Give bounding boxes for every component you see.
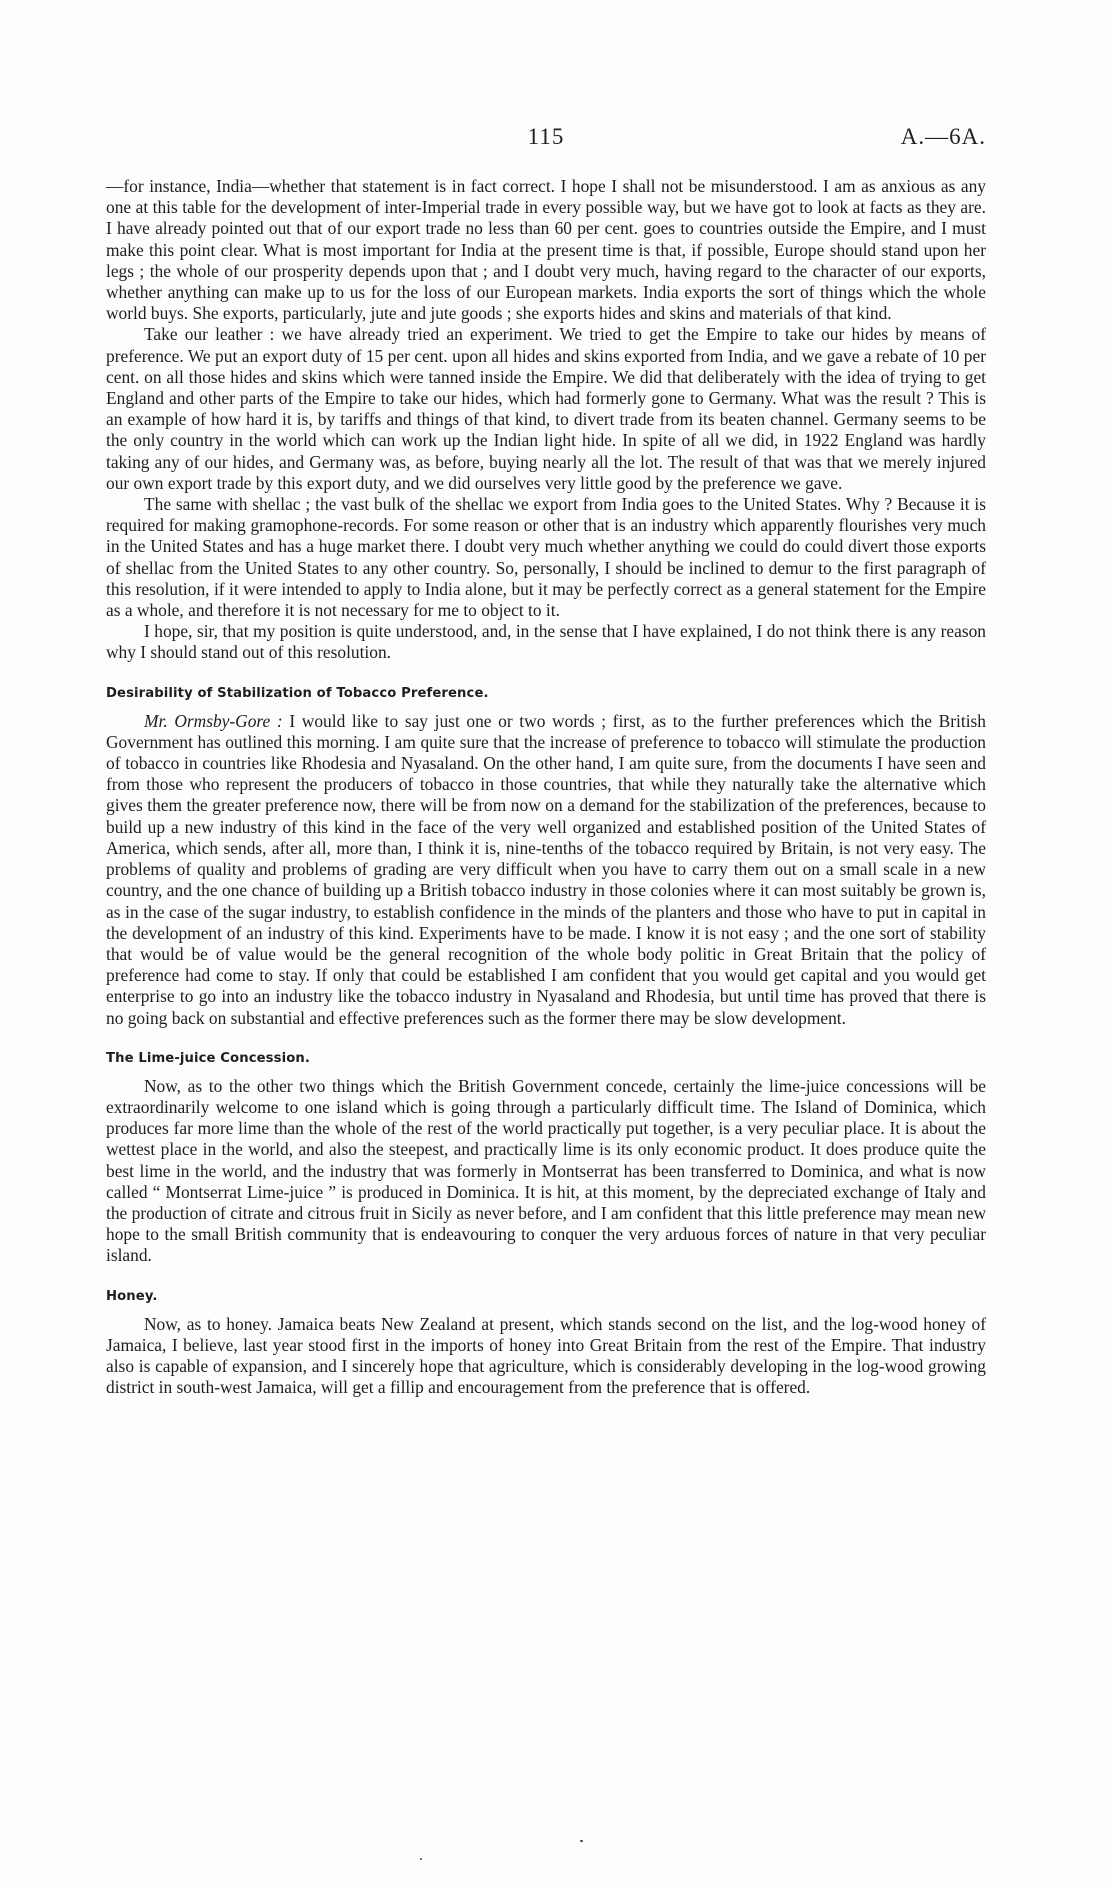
section-heading-lime-juice: The Lime-juice Concession. <box>106 1050 310 1066</box>
paragraph-leather: Take our leather : we have already tried an experiment. We tried to get the Empire to take our hides by means of preference. We put an export duty of 15 per cent. upon all hides and skins exported from India, and we gave a rebate of 10 per cent. on all those hides and skins which were tanned inside the Empire. We did that deliberately with the idea of trying to get England and other parts of the Empire to take our hides, which had formerly gone to Germany. What was the result ? This is an example of how hard it is, by tariffs and things of that kind, to divert trade from its beaten channel. Germany seems to be the only country in the world which can work up the Indian light hide. In spite of all we did, in 1922 England was hardly taking any of our hides, and Germany was, as before, buying nearly all the lot. The result of that was that we merely injured our own export trade by this export duty, and we did ourselves very little good by the preference we gave. <box>106 324 986 493</box>
scan-speck <box>420 1858 422 1860</box>
paragraph-tobacco <box>106 711 986 1029</box>
paragraph-lime-juice: Now, as to the other two things which the British Government concede, certainly the lime-juice concessions will be extraordinarily welcome to one island which is going through a particularly difficult time. The Island of Dominica, which produces far more lime than the whole of the rest of the world practically put together, is a very peculiar place. It is about the wettest place in the world, and also the steepest, and practically lime is its only economic product. It does produce quite the best lime in the world, and the industry that was formerly in Montserrat has been transferred to Dominica, and what is now called “ Montserrat Lime-juice ” is produced in Dominica. It is hit, at this moment, by the depreciated exchange of Italy and the production of citrate and citrous fruit in Sicily as never before, and I am confident that this little preference may mean new hope to the small British community that is endeavouring to conquer the very arduous forces of nature in that very peculiar island. <box>106 1075 986 1266</box>
section-heading-honey: Honey. <box>106 1288 158 1304</box>
paragraph-india-trade: —for instance, India—whether that statement is in fact correct. I hope I shall not be misunderstood. I am as anxious as any one at this table for the development of inter-Imperial trade in every possible way, but we have got to look at facts as they are. I have already pointed out that of our export trade no less than 60 per cent. goes to countries outside the Empire, and I must make this point clear. What is most important for India at the present time is that, if possible, Europe should stand upon her legs ; the whole of our prosperity depends upon that ; and I doubt very much, having regard to the character of our exports, whether anything can make up to us for the loss of our European markets. India exports the sort of things which the whole world buys. She exports, particularly, jute and jute goods ; she exports hides and skins and materials of that kind. <box>106 176 986 324</box>
page-number: 115 <box>527 124 565 149</box>
document-reference: A.—6A. <box>900 124 986 149</box>
paragraph-honey: Now, as to honey. Jamaica beats New Zealand at present, which stands second on the list, and the log-wood honey of Jamaica, I believe, last year stood first in the imports of honey into Great Britain from the rest of the Empire. That industry also is capable of expansion, and I sincerely hope that agriculture, which is considerably developing in the log-wood growing district in south-west Jamaica, will get a fillip and encouragement from the preference that is offered. <box>106 1313 986 1398</box>
speaker-name: Mr. Ormsby-Gore : <box>144 710 283 731</box>
paragraph-position: I hope, sir, that my position is quite understood, and, in the sense that I have explained, I do not think there is any reason why I should stand out of this resolution. <box>106 621 986 663</box>
section-heading-tobacco: Desirability of Stabilization of Tobacco Preference. <box>106 685 489 701</box>
scan-speck <box>580 1840 583 1842</box>
body-text <box>106 176 986 1398</box>
paragraph-shellac: The same with shellac ; the vast bulk of the shellac we export from India goes to the United States. Why ? Because it is required for making gramophone-records. For some reason or other that is an industry which apparently flourishes very much in the United States and has a huge market there. I doubt very much whether anything we could do could divert those exports of shellac from the United States to any other country. So, personally, I should be inclined to demur to the first paragraph of this resolution, if it were intended to apply to India alone, but it may be perfectly correct as a general statement for the Empire as a whole, and therefore it is not necessary for me to object to it. <box>106 494 986 621</box>
paragraph-tobacco-text: I would like to say just one or two words ; first, as to the further preferences which the British Government has outlined this morning. I am quite sure that the increase of preference to tobacco will stimulate the production of tobacco in countries like Rhodesia and Nyasaland. On the other hand, I am quite sure, from the documents I have seen and from those who represent the producers of tobacco in those countries, that while they naturally take the alternative which gives them the greater preference now, there will be from now on a demand for the stabilization of the preferences, because to build up a new industry of this kind in the face of the very well organized and established position of the United States of America, which sends, after all, more than, I think it is, nine-tenths of the tobacco required by Britain, is not very easy. The problems of quality and problems of grading are very difficult when you have to carry them out on a small scale in a new country, and the one chance of building up a British tobacco industry in those colonies where it can most suitably be grown is, as in the case of the sugar industry, to establish confidence in the minds of the planters and those who have to put in capital in the development of an industry of this kind. Experiments have to be made. I know it is not easy ; and the one sort of stability that would be of value would be the general recognition of the whole body politic in Great Britain that the policy of preference had come to stay. If only that could be established I am confident that you would get capital and you would get enterprise to go into an industry like the tobacco industry in Nyasaland and Rhodesia, but until time has proved that there is no going back on substantial and effective preferences such as the former there may be slow development. <box>106 710 986 1028</box>
page-header <box>106 124 986 154</box>
